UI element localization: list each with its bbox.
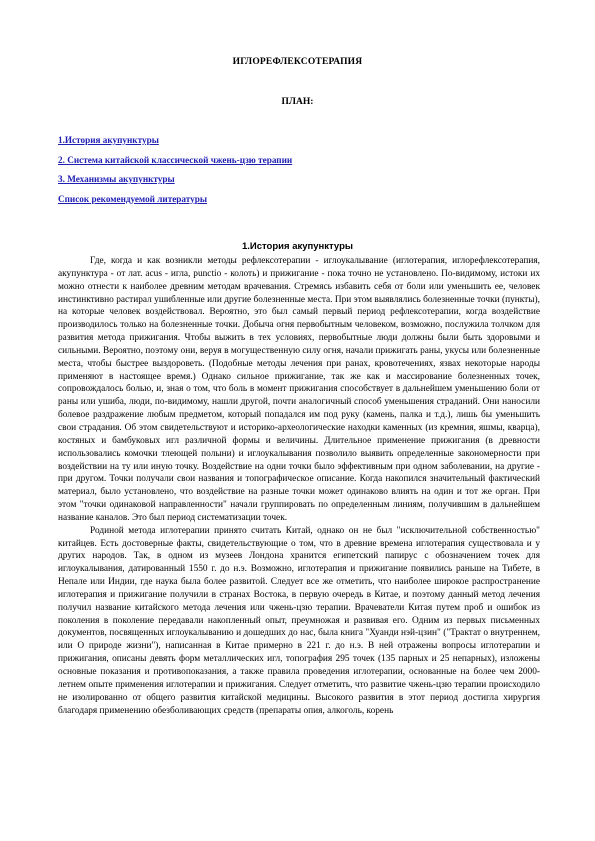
paragraph: Родиной метода иглотерапии принято считать Китай, однако он не был "исключительной собственностью" китайцев. Есть достоверные факты, свидетельствующие о том, что в древние времена иглотерапия существовала и у других народов. Так, в одном из музеев Лондона хранится египетский папирус с обозначением точек для иглоукалывания, датированный 1550 г. до н.э. Возможно, иглотерапия и прижигание появились раньше на Тибете, в Непале или Индии, где наука была более развитой. Следует все же отметить, что наиболее широкое распространение иглотерапия и прижигание получили в странах Востока, в первую очередь в Китае, и поэтому данный метод лечения получил название китайского метода лечения или чжень-цзю терапии. Врачеватели Китая путем проб и ошибок из поколения в поколение передавали накопленный опыт, преумножая и развивая его. Одним из первых письменных документов, посвященных иглоукалыванию и дошедших до нас, была книга "Хуанди нэй-цзин" ("Трактат о внутреннем, или О природе жизни"), написанная в Китае примерно в 221 г. до н.э. В ней отражены вопросы иглотерапии и прижигания, описаны девять форм металлических игл, топография 295 точек (135 парных и 25 непарных), изложены основные показания и противопоказания, а также правила проведения иглотерапии, основанные на более чем 2000-летнем опыте применения иглотерапии и прижигания. Следует отметить, что развитие чжень-цзю терапии происходило не изолированно от общего развития китайской медицины. Высокого развития в этот период достигла хирургия благодаря применению обезболивающих средств (препараты опия, алкоголь, корень bbox=[58, 525, 540, 716]
toc-link-mechanisms[interactable]: 3. Механизмы акупунктуры bbox=[58, 174, 175, 184]
toc-link-system[interactable]: 2. Система китайской классической чжень-цзю терапии bbox=[58, 154, 293, 165]
document-title: ИГЛОРЕФЛЕКСОТЕРАПИЯ bbox=[232, 57, 363, 67]
section-heading: 1.История акупунктуры bbox=[242, 241, 353, 252]
toc-link-literature[interactable]: Список рекомендуемой литературы bbox=[58, 193, 208, 204]
table-of-contents bbox=[58, 134, 538, 212]
plan-title: ПЛАН: bbox=[281, 97, 314, 107]
paragraph: Где, когда и как возникли методы рефлексотерапии - иглоукалывание (иглотерапия, иглорефлексотерапия, акупунктура - от лат. acus - игла, punctio - колоть) и прижигание - пока точно не установлено. По-видимому, истоки их можно отнести к наиболее древним методам врачевания. Стремясь избавить себя от боли или уменьшить ее, человек инстинктивно растирал ушибленные или другие болезненные места. При этом выявлялись болезненные точки (пункты), на которые человек воздействовал. Вероятно, это был самый первый период рефлексотерапии, когда воздействие производилось только на болезненные точки. Добыча огня первобытным человеком, возможно, послужила толчком для развития метода прижигания. Чтобы выжить в тех условиях, первобытные люди должны были быть здоровыми и сильными. Вероятно, поэтому они, веруя в могущественную силу огня, начали прижигать раны, укусы или болезненные места, чтобы быстрее выздороветь. (Подобные методы лечения при ранах, кровотечениях, язвах некоторые народы применяют в настоящее время.) Однако сильное прижигание, так же как и массирование болезненных точек, сопровождалось болью, и, зная о том, что боль в момент прижигания способствует в дальнейшем уменьшению боли от раны или ушиба, люди, по-видимому, нашли другой, почти аналогичный способ уменьшения страданий. Они наносили болевое раздражение любым предметом, который попадался им под руку (камень, палка и т.д.), лишь бы уменьшить свои страдания. Об этом свидетельствуют и историко-археологические находки каменных (из кремния, яшмы, кварца), костяных и бамбуковых игл различной формы и величины. Длительное применение прижигания (в древности использовались комочки тлеющей полыни) и иглоукалывания позволило выявить определенные закономерности при воздействии на ту или иную точку. Воздействие на одни точки было эффективным при одном заболевании, на другие - при другом. Точки получали свои названия и топографическое описание. Когда накопился значительный фактический материал, было установлено, что воздействие на разные точки может одинаково влиять на один и тот же орган. При этом "точки одинаковой направленности" начали группировать по определенным линиям, получившим в дальнейшем название каналов. Это был период систематизации точек. bbox=[58, 256, 540, 523]
body-text bbox=[58, 255, 540, 717]
toc-link-history[interactable]: 1.История акупунктуры bbox=[58, 135, 159, 145]
